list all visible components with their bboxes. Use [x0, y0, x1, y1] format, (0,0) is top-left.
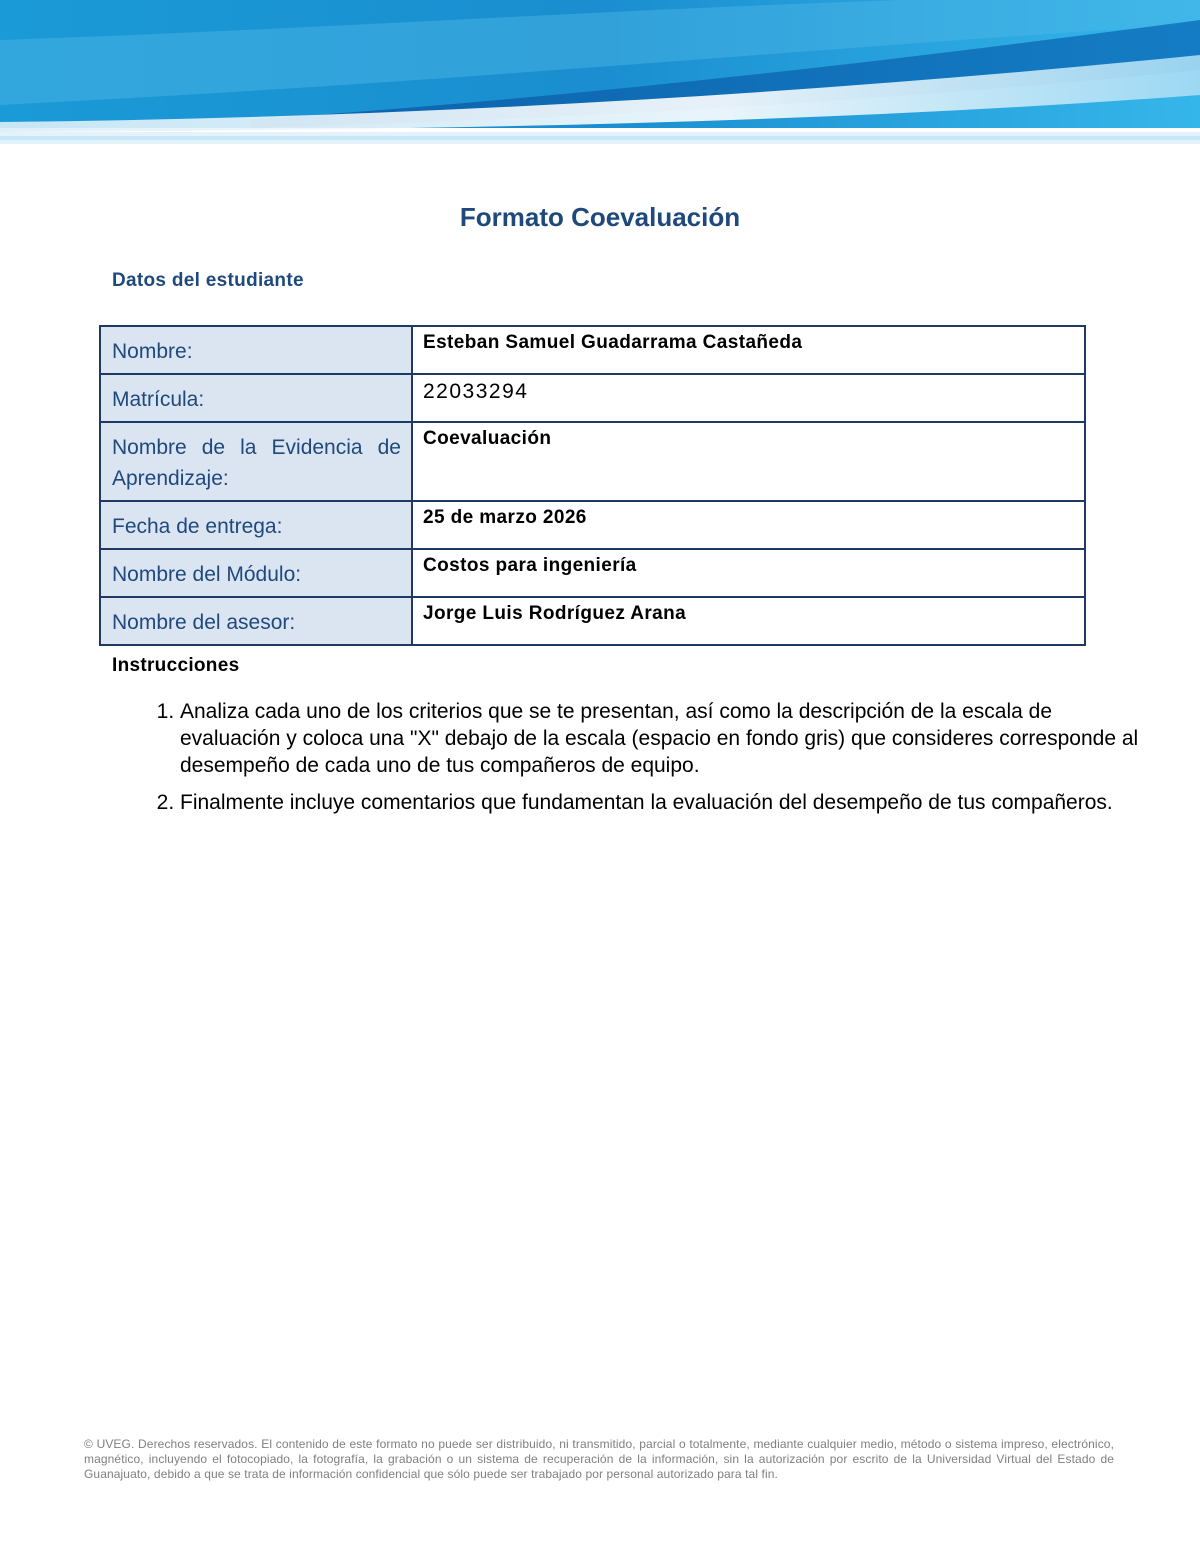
header-banner: [0, 0, 1200, 150]
value-asesor[interactable]: Jorge Luis Rodríguez Arana: [412, 597, 1085, 645]
table-row: [100, 549, 1085, 597]
value-nombre[interactable]: Esteban Samuel Guadarrama Castañeda: [412, 326, 1085, 374]
instructions-heading: Instrucciones: [112, 655, 240, 676]
section-heading-student-data: Datos del estudiante: [112, 270, 304, 291]
table-row: [100, 422, 1085, 501]
table-row: [100, 597, 1085, 645]
table-row: [100, 326, 1085, 374]
instructions-list: [112, 698, 1150, 826]
value-matricula[interactable]: 22033294: [412, 374, 1085, 422]
table-row: [100, 374, 1085, 422]
document-title: Formato Coevaluación: [459, 202, 741, 232]
copyright-footer: © UVEG. Derechos reservados. El contenido de este formato no puede ser distribuido, ni transmitido, parcial o totalmente, mediante cualquier medio, método o sistema impreso, electrónico, magnético, incluyendo el fotocopiado, la fotografía, la grabación o un sistema de recuperación de la información, sin la autorización por escrito de la Universidad Virtual del Estado de Guanajuato, debido a que se trata de información confidencial que sólo puede ser trabajado por personal autorizado para tal fin.: [84, 1437, 1114, 1481]
label-fecha-entrega: Fecha de entrega:: [100, 501, 412, 549]
label-nombre: Nombre:: [100, 326, 412, 374]
label-matricula: Matrícula:: [100, 374, 412, 422]
value-modulo[interactable]: Costos para ingeniería: [412, 549, 1085, 597]
table-row: [100, 501, 1085, 549]
value-evidencia[interactable]: Coevaluación: [412, 422, 1085, 501]
value-fecha-entrega[interactable]: 25 de marzo 2026: [412, 501, 1085, 549]
student-data-table: [99, 325, 1086, 646]
label-modulo: Nombre del Módulo:: [100, 549, 412, 597]
label-evidencia: Nombre de la Evidencia de Aprendizaje:: [100, 422, 412, 501]
label-asesor: Nombre del asesor:: [100, 597, 412, 645]
list-item: 1. Analiza cada uno de los criterios que se te presentan, así como la descripción de la escala de evaluación y coloca una "X" debajo de la escala (espacio en fondo gris) que consideres corresponde al desempeño de cada uno de tus compañeros de equipo.: [180, 698, 1150, 779]
list-item: 2. Finalmente incluye comentarios que fundamentan la evaluación del desempeño de tus compañeros.: [180, 789, 1150, 816]
